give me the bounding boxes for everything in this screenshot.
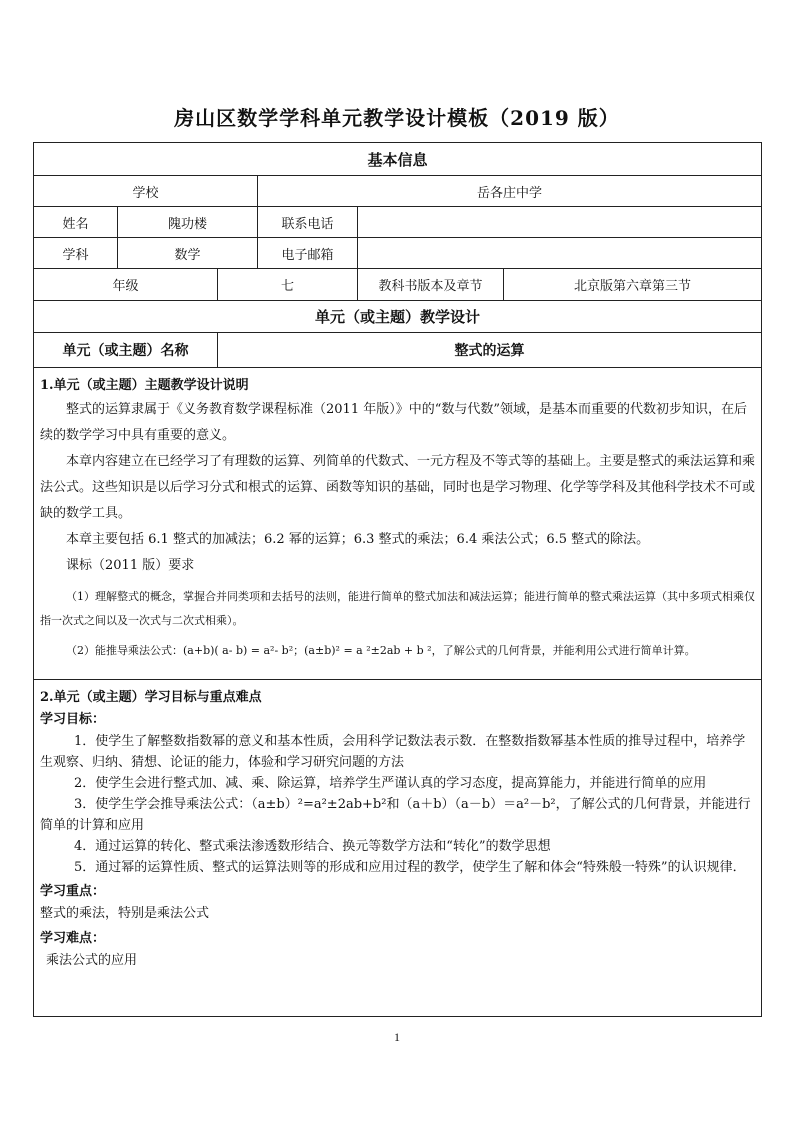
key-point-value: 整式的乘法，特别是乘法公式 xyxy=(40,906,210,921)
name-label: 姓名 xyxy=(34,207,118,238)
email-value xyxy=(358,238,762,269)
section1-cell xyxy=(34,368,762,680)
goals-label: 学习目标： xyxy=(40,712,106,727)
school-value: 岳各庄中学 xyxy=(258,176,762,207)
section1-paragraph: 本章主要包括 6.1 整式的加减法；6.2 幂的运算；6.3 整式的乘法；6.4 乘法公式；6.5 整式的除法。 xyxy=(66,532,650,547)
basic-info-heading: 基本信息 xyxy=(34,143,762,176)
key-point-label: 学习重点： xyxy=(40,884,106,899)
grade-value: 七 xyxy=(218,269,358,301)
page-number: 1 xyxy=(394,1030,400,1044)
email-label: 电子邮箱 xyxy=(258,238,358,269)
phone-value xyxy=(358,207,762,238)
section2-heading: 2.单元（或主题）学习目标与重点难点 xyxy=(40,690,262,705)
textbook-value: 北京版第六章第三节 xyxy=(504,269,762,301)
phone-label: 联系电话 xyxy=(258,207,358,238)
curriculum-requirement: （1）理解整式的概念，掌握合并同类项和去括号的法则，能进行简单的整式加法和减法运算；能进行简单的整式乘法运算（其中多项式相乘仅指一次式之间以及一次式与二次式相乘）。 xyxy=(40,590,755,627)
school-label: 学校 xyxy=(34,176,258,207)
textbook-label: 教科书版本及章节 xyxy=(358,269,504,301)
unit-design-heading: 单元（或主题）教学设计 xyxy=(34,301,762,333)
difficulty-label: 学习难点： xyxy=(40,931,106,946)
goal-item: 5．通过幂的运算性质、整式的运算法则等的形成和应用过程的教学，使学生了解和体会“特殊般一特殊”的认识规律． xyxy=(74,860,746,875)
grade-label: 年级 xyxy=(34,269,218,301)
section1-paragraph: 整式的运算隶属于《义务教育数学课程标准（2011 年版）》中的“数与代数”领域，是基本而重要的代数初步知识，在后续的数学学习中具有重要的意义。 xyxy=(40,402,748,443)
unit-name-label: 单元（或主题）名称 xyxy=(34,333,218,368)
goal-item: 4．通过运算的转化、整式乘法渗透数形结合、换元等数学方法和“转化”的数学思想 xyxy=(74,839,551,854)
section1-heading: 1.单元（或主题）主题教学设计说明 xyxy=(40,378,249,393)
name-value: 隗功楼 xyxy=(118,207,258,238)
curriculum-requirement: （2）能推导乘法公式：(a+b)( a- b) = a²- b²；(a±b)² = a ²±2ab + b ²，了解公式的几何背景，并能利用公式进行简单计算。 xyxy=(66,644,696,657)
page-title: 房山区数学学科单元教学设计模板（2019 版） xyxy=(174,106,620,130)
subject-label: 学科 xyxy=(34,238,118,269)
unit-name-value: 整式的运算 xyxy=(218,333,762,368)
subject-value: 数学 xyxy=(118,238,258,269)
section2-cell xyxy=(34,680,762,1017)
section1-paragraph: 课标（2011 版）要求 xyxy=(66,558,195,573)
goal-item: 2．使学生会进行整式加、减、乘、除运算，培养学生严谨认真的学习态度，提高算能力，并能进行简单的应用 xyxy=(74,776,707,791)
section1-paragraph: 本章内容建立在已经学习了有理数的运算、列简单的代数式、一元方程及不等式等的基础上。主要是整式的乘法运算和乘法公式。这些知识是以后学习分式和根式的运算、函数等知识的基础，同时也是学习物理、化学等学科及其他科学技术不可或缺的数学工具。 xyxy=(40,454,756,521)
goal-item: 3．使学生学会推导乘法公式：（a±b）²=a²±2ab+b²和（a＋b）（a－b）＝a²－b²，了解公式的几何背景，并能进行简单的计算和应用 xyxy=(40,797,751,833)
difficulty-value: 乘法公式的应用 xyxy=(46,953,138,968)
design-table xyxy=(33,142,762,1017)
goal-item: 1．使学生了解整数指数幂的意义和基本性质，会用科学记数法表示数．在整数指数幂基本性质的推导过程中，培养学生观察、归纳、猜想、论证的能力，体验和学习研究问题的方法 xyxy=(40,734,746,770)
